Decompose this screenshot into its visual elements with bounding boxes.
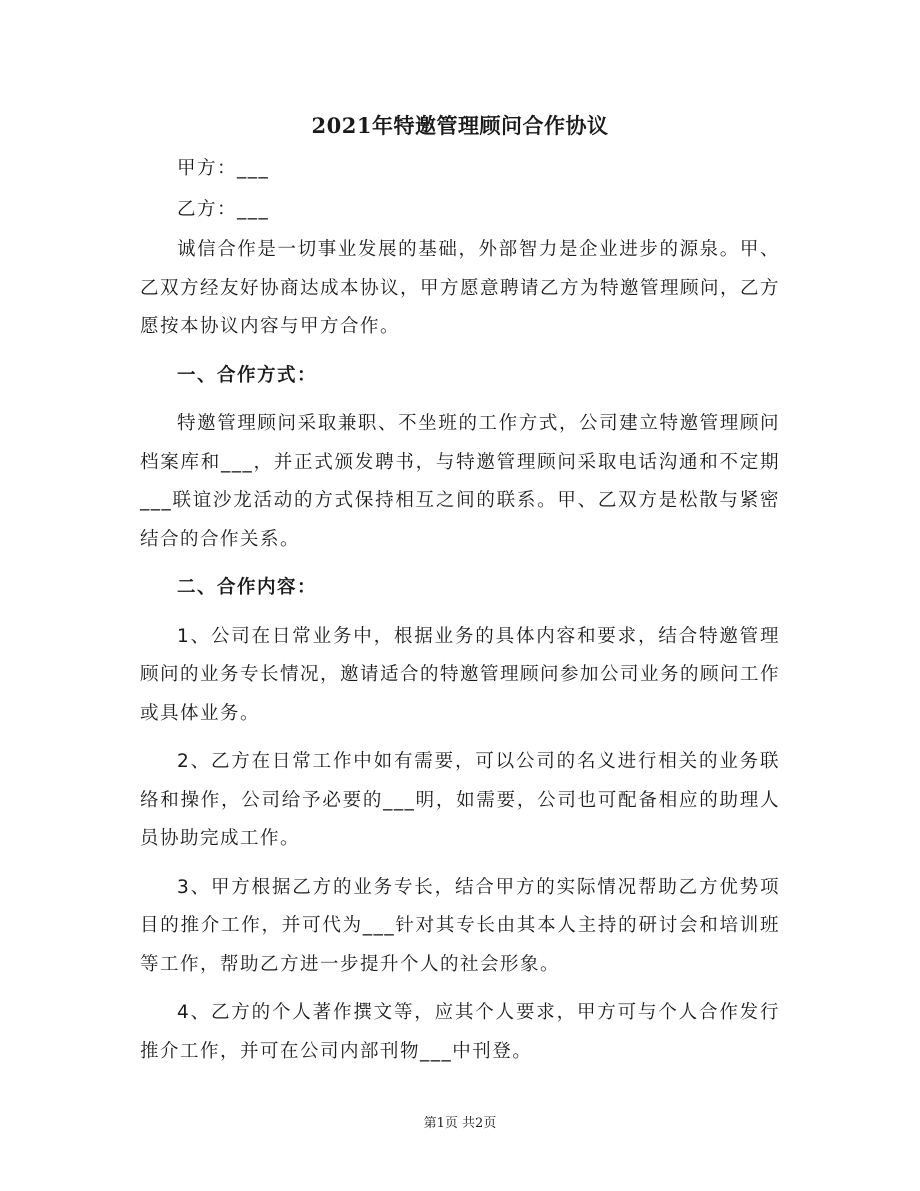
intro-paragraph: 诚信合作是一切事业发展的基础，外部智力是企业进步的源泉。甲、乙双方经友好协商达成本协议，甲方愿意聘请乙方为特邀管理顾问，乙方愿按本协议内容与甲方合作。 [140,239,781,337]
section-paragraph: 1、公司在日常业务中，根据业务的具体内容和要求，结合特邀管理顾问的业务专长情况，邀请适合的特邀管理顾问参加公司业务的顾问工作或具体业务。 [140,625,781,724]
party-a-line: 甲方：___ [177,158,270,179]
page-number: 第1页 共2页 [423,1116,497,1131]
section-heading-cooperation-method: 一、合作方式： [177,364,318,386]
party-b-line: 乙方：___ [177,198,270,220]
document-body [140,150,780,1071]
section-heading-cooperation-content: 二、合作内容： [177,577,318,598]
section-paragraph: 4、乙方的个人著作撰文等，应其个人要求，甲方可与个人合作发行推介工作，并可在公司内部刊物___中刊登。 [140,1002,780,1062]
section-paragraph: 特邀管理顾问采取兼职、不坐班的工作方式，公司建立特邀管理顾问档案库和___，并正式颁发聘书，与特邀管理顾问采取电话沟通和不定期___联谊沙龙活动的方式保持相互之间的联系。甲、乙双方是松散与紧密结合的合作关系。 [140,413,780,550]
section-paragraph: 3、甲方根据乙方的业务专长，结合甲方的实际情况帮助乙方优势项目的推介工作，并可代为___针对其专长由其本人主持的研讨会和培训班等工作，帮助乙方进一步提升个人的社会形象。 [140,876,780,975]
section-paragraph: 2、乙方在日常工作中如有需要，可以公司的名义进行相关的业务联络和操作，公司给予必要的___明，如需要，公司也可配备相应的助理人员协助完成工作。 [140,751,780,849]
document-title: 2021年特邀管理顾问合作协议 [311,113,609,138]
